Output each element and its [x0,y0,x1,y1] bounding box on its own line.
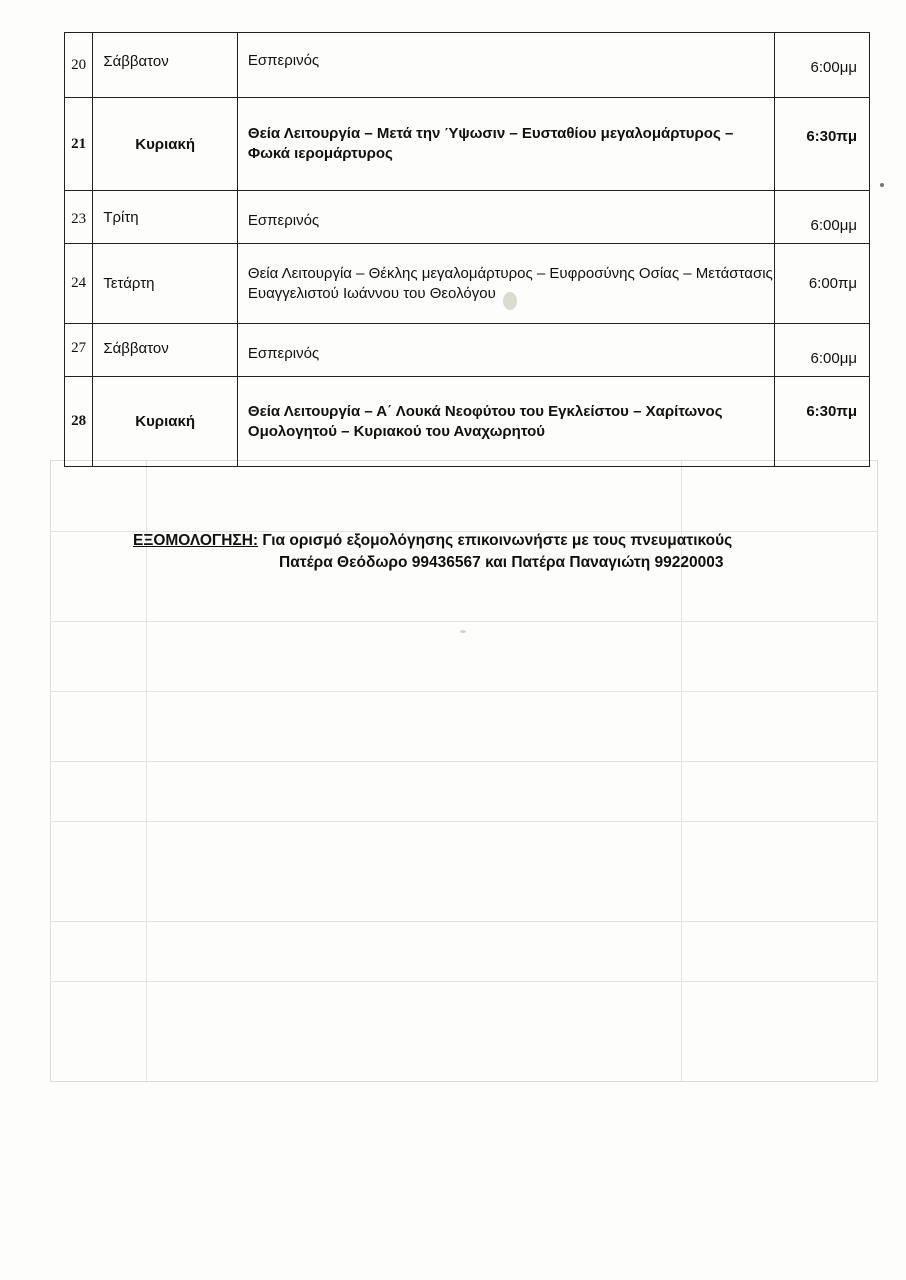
day-number: 20 [71,56,87,73]
service-description: Εσπερινός [247,52,320,69]
table-row [65,377,870,467]
day-number: 23 [71,211,87,227]
service-time: 6:30πμ [806,403,857,420]
paper-speck [880,183,884,187]
service-description: Θεία Λειτουργία – Θέκλης μεγαλομάρτυρος – Ευφροσύνης Οσίας – Μετάστασις Ευαγγελιστού Ιωάννου του Θεολόγου [247,264,773,302]
service-time: 6:00πμ [808,275,857,292]
schedule-table [64,32,870,467]
day-number: 24 [71,275,87,291]
service-time: 6:00μμ [810,217,857,234]
day-name: Κυριακή [135,135,195,153]
day-name: Τρίτη [103,209,139,226]
service-time: 6:00μμ [810,350,857,367]
paper-speck [460,630,466,633]
day-name: Σάββατον [103,53,169,70]
day-number: 27 [71,340,87,356]
table-row [65,98,870,191]
table-row [65,191,870,244]
confession-notice [133,530,823,574]
table-row [65,324,870,377]
confession-text: Για ορισμό εξομολόγησης επικοινωνήστε με τους πνευματικούς [262,532,733,549]
service-time: 6:00μμ [810,59,857,76]
confession-label: ΕΞΟΜΟΛΟΓΗΣΗ: [133,532,259,549]
paper-stain [503,292,517,310]
table-row [65,33,870,98]
day-name: Τετάρτη [103,275,155,292]
service-description: Θεία Λειτουργία – Μετά την Ύψωσιν – Ευσταθίου μεγαλομάρτυρος – Φωκά ιερομάρτυρος [247,125,734,162]
day-name: Κυριακή [135,413,195,430]
confession-contacts: Πατέρα Θεόδωρο 99436567 και Πατέρα Παναγιώτη 99220003 [279,554,724,571]
service-description: Εσπερινός [247,212,320,229]
day-name: Σάββατον [103,340,169,357]
day-number: 21 [71,135,87,152]
service-description: Εσπερινός [247,345,320,362]
service-time: 6:30πμ [806,128,857,145]
service-description: Θεία Λειτουργία – Α΄ Λουκά Νεοφύτου του Εγκλείστου – Χαρίτωνος Ομολογητού – Κυριακού του Αναχωρητού [247,402,723,440]
table-row [65,244,870,324]
day-number: 28 [71,413,87,429]
